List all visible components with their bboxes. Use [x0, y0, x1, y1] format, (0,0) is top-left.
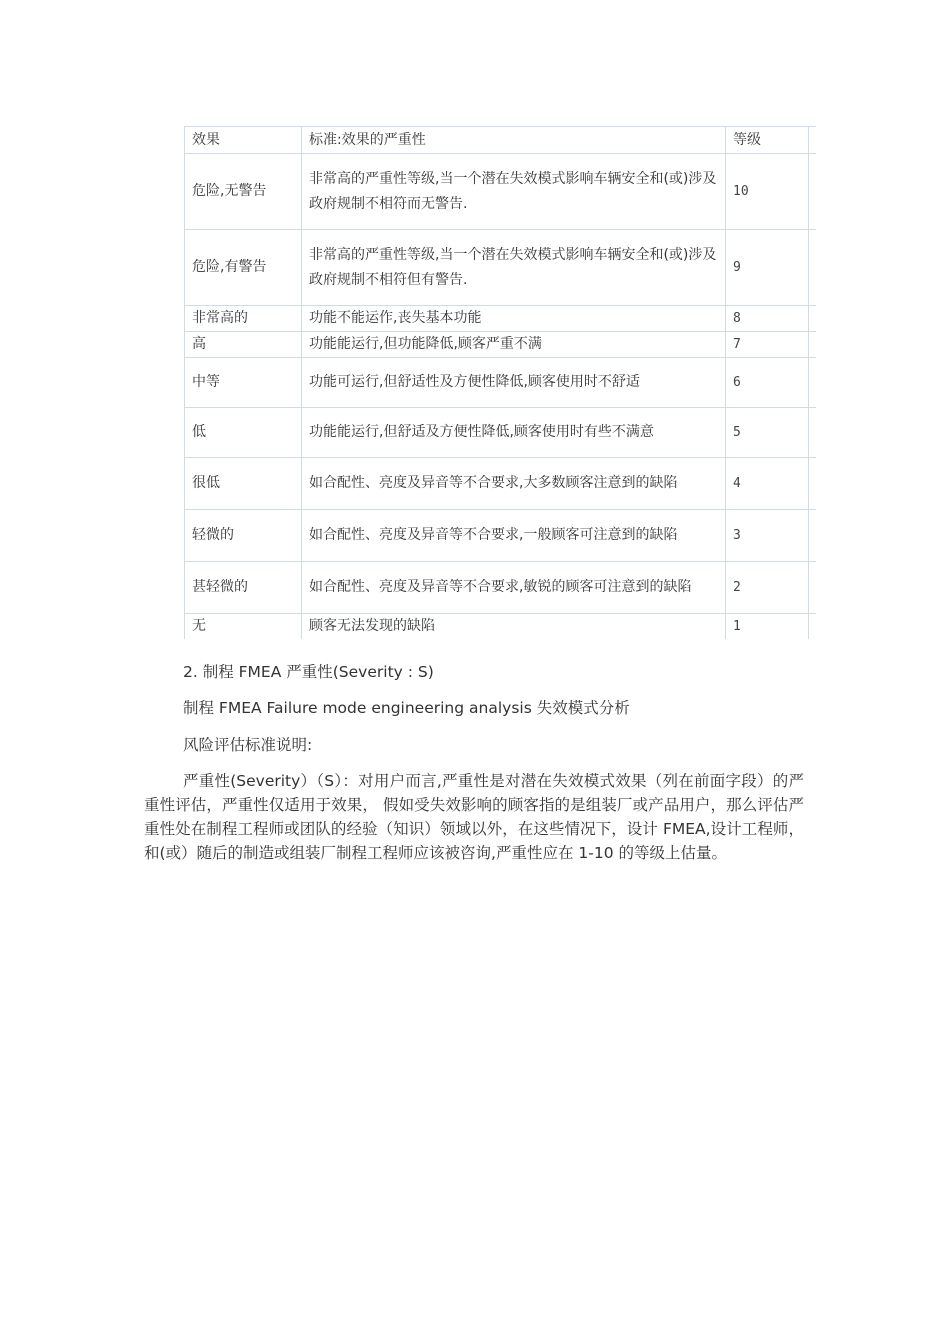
header-grade: 等级 [726, 127, 809, 154]
table-row [185, 458, 817, 510]
fmea-definition-line: 制程 FMEA Failure mode engineering analysis 失效模式分析 [183, 699, 630, 717]
table-row [185, 408, 817, 458]
table-cut-column [809, 332, 817, 358]
header-effect: 效果 [185, 127, 302, 154]
cell-criteria: 顾客无法发现的缺陷 [302, 614, 726, 640]
table-cut-column [809, 458, 817, 510]
cell-effect: 危险,无警告 [185, 154, 302, 230]
risk-criteria-label: 风险评估标准说明: [183, 736, 313, 754]
table-cut-column [809, 358, 817, 408]
cell-criteria: 如合配性、亮度及异音等不合要求,大多数顾客注意到的缺陷 [302, 458, 726, 510]
cell-effect: 轻微的 [185, 510, 302, 562]
cell-grade: 8 [726, 306, 809, 332]
table-row [185, 614, 817, 640]
cell-grade: 7 [726, 332, 809, 358]
table-row [185, 358, 817, 408]
cell-grade: 1 [726, 614, 809, 640]
cell-effect: 非常高的 [185, 306, 302, 332]
table-row [185, 562, 817, 614]
cell-effect: 低 [185, 408, 302, 458]
cell-criteria: 功能不能运作,丧失基本功能 [302, 306, 726, 332]
cell-effect: 无 [185, 614, 302, 640]
table-cut-column [809, 306, 817, 332]
cell-criteria: 非常高的严重性等级,当一个潜在失效模式影响车辆安全和(或)涉及政府规制不相符而无警告. [302, 154, 726, 230]
cell-grade: 9 [726, 230, 809, 306]
table-cut-column [809, 154, 817, 230]
table-cut-column [809, 127, 817, 154]
table-cut-column [809, 510, 817, 562]
table-row [185, 154, 817, 230]
table-cut-column [809, 408, 817, 458]
header-criteria: 标准:效果的严重性 [302, 127, 726, 154]
severity-table-body [185, 127, 817, 640]
table-row [185, 306, 817, 332]
cell-criteria: 非常高的严重性等级,当一个潜在失效模式影响车辆安全和(或)涉及政府规制不相符但有警告. [302, 230, 726, 306]
cell-effect: 甚轻微的 [185, 562, 302, 614]
cell-criteria: 如合配性、亮度及异音等不合要求,一般顾客可注意到的缺陷 [302, 510, 726, 562]
cell-criteria: 功能能运行,但舒适及方便性降低,顾客使用时有些不满意 [302, 408, 726, 458]
severity-table [184, 126, 816, 639]
table-row [185, 510, 817, 562]
cell-grade: 2 [726, 562, 809, 614]
table-cut-column [809, 562, 817, 614]
cell-grade: 3 [726, 510, 809, 562]
table-row [185, 230, 817, 306]
cell-effect: 中等 [185, 358, 302, 408]
cell-effect: 高 [185, 332, 302, 358]
cell-criteria: 如合配性、亮度及异音等不合要求,敏锐的顾客可注意到的缺陷 [302, 562, 726, 614]
severity-description-paragraph: 严重性(Severity）（S）：对用户而言,严重性是对潜在失效模式效果（列在前面字段）的严重性评估，严重性仅适用于效果， 假如受失效影响的顾客指的是组装厂或产品用户，那么评估严重性处在制程工程师或团队的经验（知识）领域以外，在这些情况下，设计 FMEA,设计工程师，和(或）随后的制造或组装厂制程工程师应该被咨询,严重性应在 1-10 的等级上估量。 [144, 772, 804, 862]
cell-effect: 危险,有警告 [185, 230, 302, 306]
cell-effect: 很低 [185, 458, 302, 510]
table-row [185, 332, 817, 358]
table-cut-column [809, 230, 817, 306]
cell-criteria: 功能可运行,但舒适性及方便性降低,顾客使用时不舒适 [302, 358, 726, 408]
table-header-row [185, 127, 817, 154]
cell-grade: 6 [726, 358, 809, 408]
cell-grade: 10 [726, 154, 809, 230]
cell-criteria: 功能能运行,但功能降低,顾客严重不满 [302, 332, 726, 358]
severity-table-container [184, 126, 816, 639]
table-cut-column [809, 614, 817, 640]
cell-grade: 5 [726, 408, 809, 458]
cell-grade: 4 [726, 458, 809, 510]
section-heading: 2. 制程 FMEA 严重性(Severity : S) [183, 663, 434, 681]
